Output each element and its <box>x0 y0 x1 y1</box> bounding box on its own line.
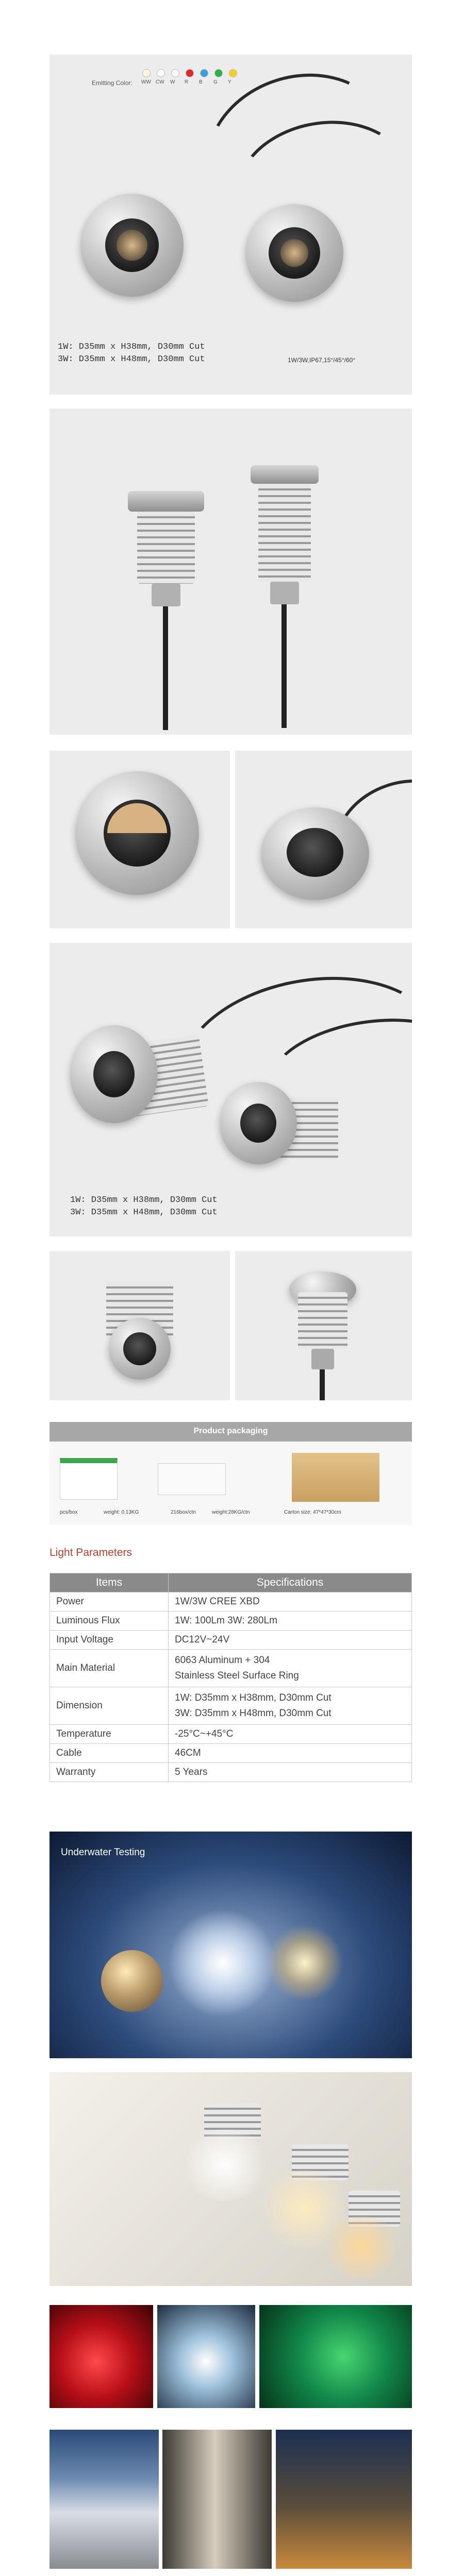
param-spec-line: DC12V~24V <box>175 1634 230 1645</box>
side-view-panel <box>49 409 412 735</box>
packaging-caption-carton-size: Carton size: 47*47*30cm <box>284 1510 341 1515</box>
side-fixture-3w-cable <box>281 604 287 728</box>
param-item: Luminous Flux <box>50 1612 169 1631</box>
lit-fixture-1-beam <box>178 2129 271 2201</box>
application-wall-photo <box>162 2430 272 2569</box>
packaging-caption-ctn-weight: weight:28KG/ctn <box>212 1510 250 1515</box>
table-row <box>50 1687 412 1725</box>
angled-fixture-1-lens <box>93 1051 135 1097</box>
packaging-header: Product packaging <box>193 1427 268 1435</box>
table-row <box>50 1612 412 1631</box>
param-item: Input Voltage <box>50 1631 169 1650</box>
side-fixture-3w-cap <box>251 465 319 484</box>
side-fixture-1w-body <box>137 512 195 584</box>
param-item: Warranty <box>50 1763 169 1782</box>
param-item: Dimension <box>50 1687 169 1725</box>
packaging-section <box>49 1422 412 1525</box>
color-code-r: R <box>185 79 189 85</box>
param-spec <box>169 1650 412 1687</box>
param-spec-line: 5 Years <box>175 1767 208 1777</box>
param-spec-line: 1W: D35mm x H38mm, D30mm Cut <box>175 1692 332 1703</box>
packaging-carton-icon <box>292 1453 379 1502</box>
cool-white-light-photo <box>157 2305 255 2408</box>
color-dot-cw <box>157 69 165 77</box>
side-fixture-1w-gland <box>152 584 180 606</box>
param-spec <box>169 1763 412 1782</box>
top-view-gland <box>311 1349 334 1369</box>
param-spec <box>169 1631 412 1650</box>
param-spec-line-2: Stainless Steel Surface Ring <box>175 1670 299 1681</box>
param-spec-line: -25°C~+45°C <box>175 1728 234 1739</box>
packaging-caption-box-per-ctn: 216box/ctn <box>171 1510 196 1515</box>
col-items: Items <box>50 1573 169 1592</box>
hero-spec-note: 1W/3W,IP67,15°/45°/60° <box>288 357 356 364</box>
table-row <box>50 1631 412 1650</box>
param-spec-line-2: 3W: D35mm x H48mm, D30mm Cut <box>175 1708 332 1719</box>
emitting-color-label: Emitting Color: <box>92 79 132 87</box>
table-row <box>50 1725 412 1744</box>
lit-fixtures-photo <box>49 2072 412 2286</box>
param-spec <box>169 1687 412 1725</box>
bottom-view-panel <box>49 1251 230 1400</box>
table-row <box>50 1763 412 1782</box>
underwater-cw-glow <box>168 1909 276 2017</box>
color-code-ww: WW <box>141 79 151 85</box>
hero-dim-1w: 1W: D35mm x H38mm, D30mm Cut <box>58 342 205 352</box>
param-spec <box>169 1725 412 1744</box>
closeup-angle-panel <box>235 751 412 928</box>
table-row <box>50 1744 412 1763</box>
green-light-photo <box>259 2305 412 2408</box>
color-code-y: Y <box>228 79 231 85</box>
underwater-photo <box>49 1832 412 2058</box>
packaging-box-icon <box>60 1458 118 1500</box>
color-dot-r <box>186 69 194 77</box>
packaging-caption-pcs: pcs/box <box>60 1510 78 1515</box>
param-spec <box>169 1612 412 1631</box>
param-spec-line: 1W/3W CREE XBD <box>175 1596 260 1607</box>
side-fixture-1w-cap <box>128 491 204 512</box>
param-spec <box>169 1744 412 1763</box>
hero-panel <box>49 55 412 395</box>
light-parameters-title: Light Parameters <box>49 1547 132 1558</box>
param-spec <box>169 1592 412 1612</box>
packaging-bag-icon <box>158 1463 226 1495</box>
underwater-ww-glow <box>266 1924 343 2002</box>
side-fixture-3w-gland <box>270 582 299 604</box>
color-code-w: W <box>170 79 175 85</box>
color-code-g: G <box>213 79 218 85</box>
table-header-row <box>50 1573 412 1592</box>
color-dot-b <box>200 69 208 77</box>
angled-pair-panel <box>49 943 412 1236</box>
closeup-front-panel <box>49 751 230 928</box>
application-road-photo <box>49 2430 159 2569</box>
param-item: Main Material <box>50 1650 169 1687</box>
light-parameters-table <box>49 1573 412 1782</box>
table-row <box>50 1592 412 1612</box>
side-fixture-3w-body <box>258 484 311 582</box>
lit-fixture-3-beam <box>318 2216 405 2278</box>
param-spec-line: 6063 Aluminum + 304 <box>175 1655 270 1666</box>
side-fixture-1w-cable <box>163 606 168 730</box>
bottom-view-lens <box>123 1332 156 1365</box>
param-spec-line: 1W: 100Lm 3W: 280Lm <box>175 1615 277 1626</box>
top-view-cable <box>320 1369 325 1400</box>
top-view-fins <box>298 1292 347 1349</box>
application-garden-photo <box>276 2430 412 2569</box>
angled-fixture-2-lens <box>240 1104 276 1143</box>
packaging-caption-weight: weight: 0.13KG <box>104 1510 139 1515</box>
table-row <box>50 1650 412 1687</box>
color-dot-w <box>171 69 179 77</box>
fixture-1w-glow <box>117 230 147 261</box>
color-dot-ww <box>142 69 151 77</box>
closeup-angle-lens <box>287 828 343 877</box>
top-view-panel <box>235 1251 412 1400</box>
hero-dim-3w: 3W: D35mm x H48mm, D30mm Cut <box>58 354 205 364</box>
color-code-b: B <box>199 79 203 85</box>
red-light-photo <box>49 2305 153 2408</box>
col-specs: Specifications <box>169 1573 412 1592</box>
underwater-fixture-left <box>101 1950 163 2012</box>
color-dot-g <box>214 69 223 77</box>
param-spec-line: 46CM <box>175 1748 201 1758</box>
color-code-cw: CW <box>156 79 164 85</box>
angled-dim-3w: 3W: D35mm x H48mm, D30mm Cut <box>70 1208 218 1217</box>
color-dot-y <box>229 69 237 77</box>
param-item: Temperature <box>50 1725 169 1744</box>
fixture-3w-glow <box>280 239 308 267</box>
param-item: Cable <box>50 1744 169 1763</box>
param-item: Power <box>50 1592 169 1612</box>
underwater-label: Underwater Testing <box>61 1847 145 1858</box>
angled-dim-1w: 1W: D35mm x H38mm, D30mm Cut <box>70 1195 218 1205</box>
